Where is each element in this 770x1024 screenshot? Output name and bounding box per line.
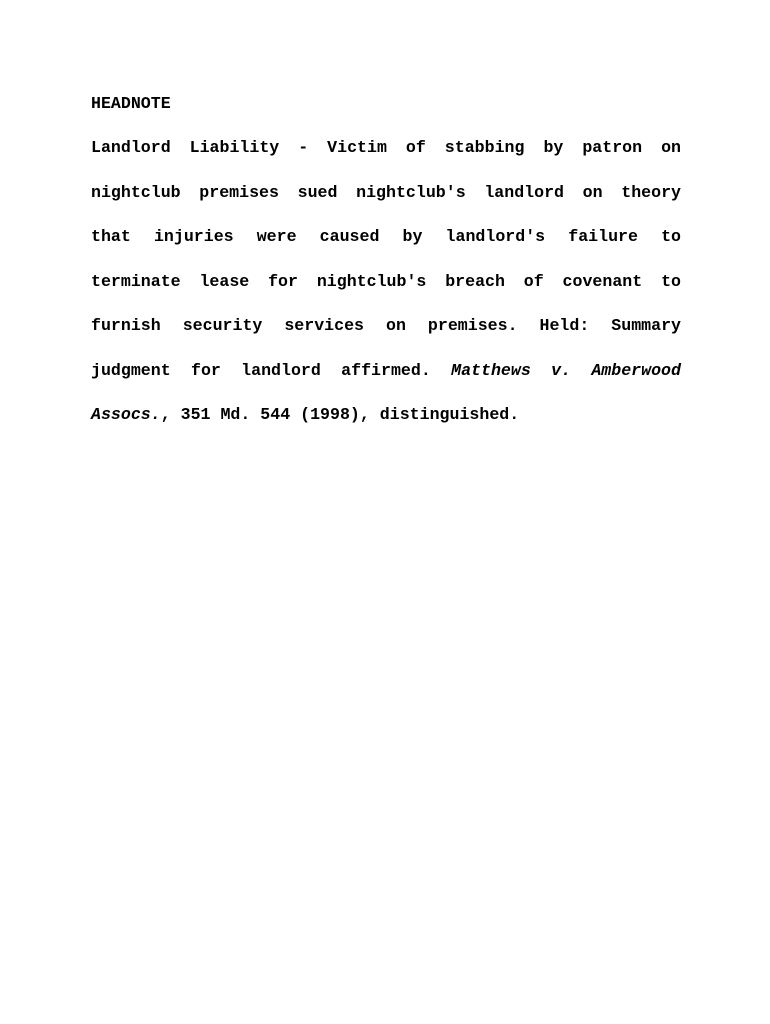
headnote-heading: HEADNOTE <box>91 94 171 113</box>
body-line-1 <box>91 138 681 183</box>
body-line-7 <box>91 405 681 450</box>
body-line-5 <box>91 316 681 361</box>
case-name-continued: Assocs. <box>91 405 161 424</box>
body-line-text: Landlord Liability - Victim of stabbing by patron on <box>91 138 681 157</box>
case-name: Matthews v. Amberwood <box>451 360 681 380</box>
body-line-text: furnish security services on premises. Held: Summary <box>91 316 681 335</box>
body-line-text: terminate lease for nightclub's breach of covenant to <box>91 271 681 291</box>
body-line-3 <box>91 227 681 272</box>
body-line-text <box>91 405 681 425</box>
body-line-2 <box>91 183 681 228</box>
body-line-text <box>91 361 681 381</box>
body-line-text: nightclub premises sued nightclub's landlord on theory <box>91 182 681 202</box>
body-line-6 <box>91 361 681 406</box>
headnote-body <box>91 138 681 450</box>
body-line-4 <box>91 272 681 317</box>
citation-text: , 351 Md. 544 (1998), distinguished. <box>160 405 520 424</box>
body-line-text: that injuries were caused by landlord's failure to <box>91 227 681 246</box>
holding-text: judgment for landlord affirmed. <box>91 360 431 380</box>
